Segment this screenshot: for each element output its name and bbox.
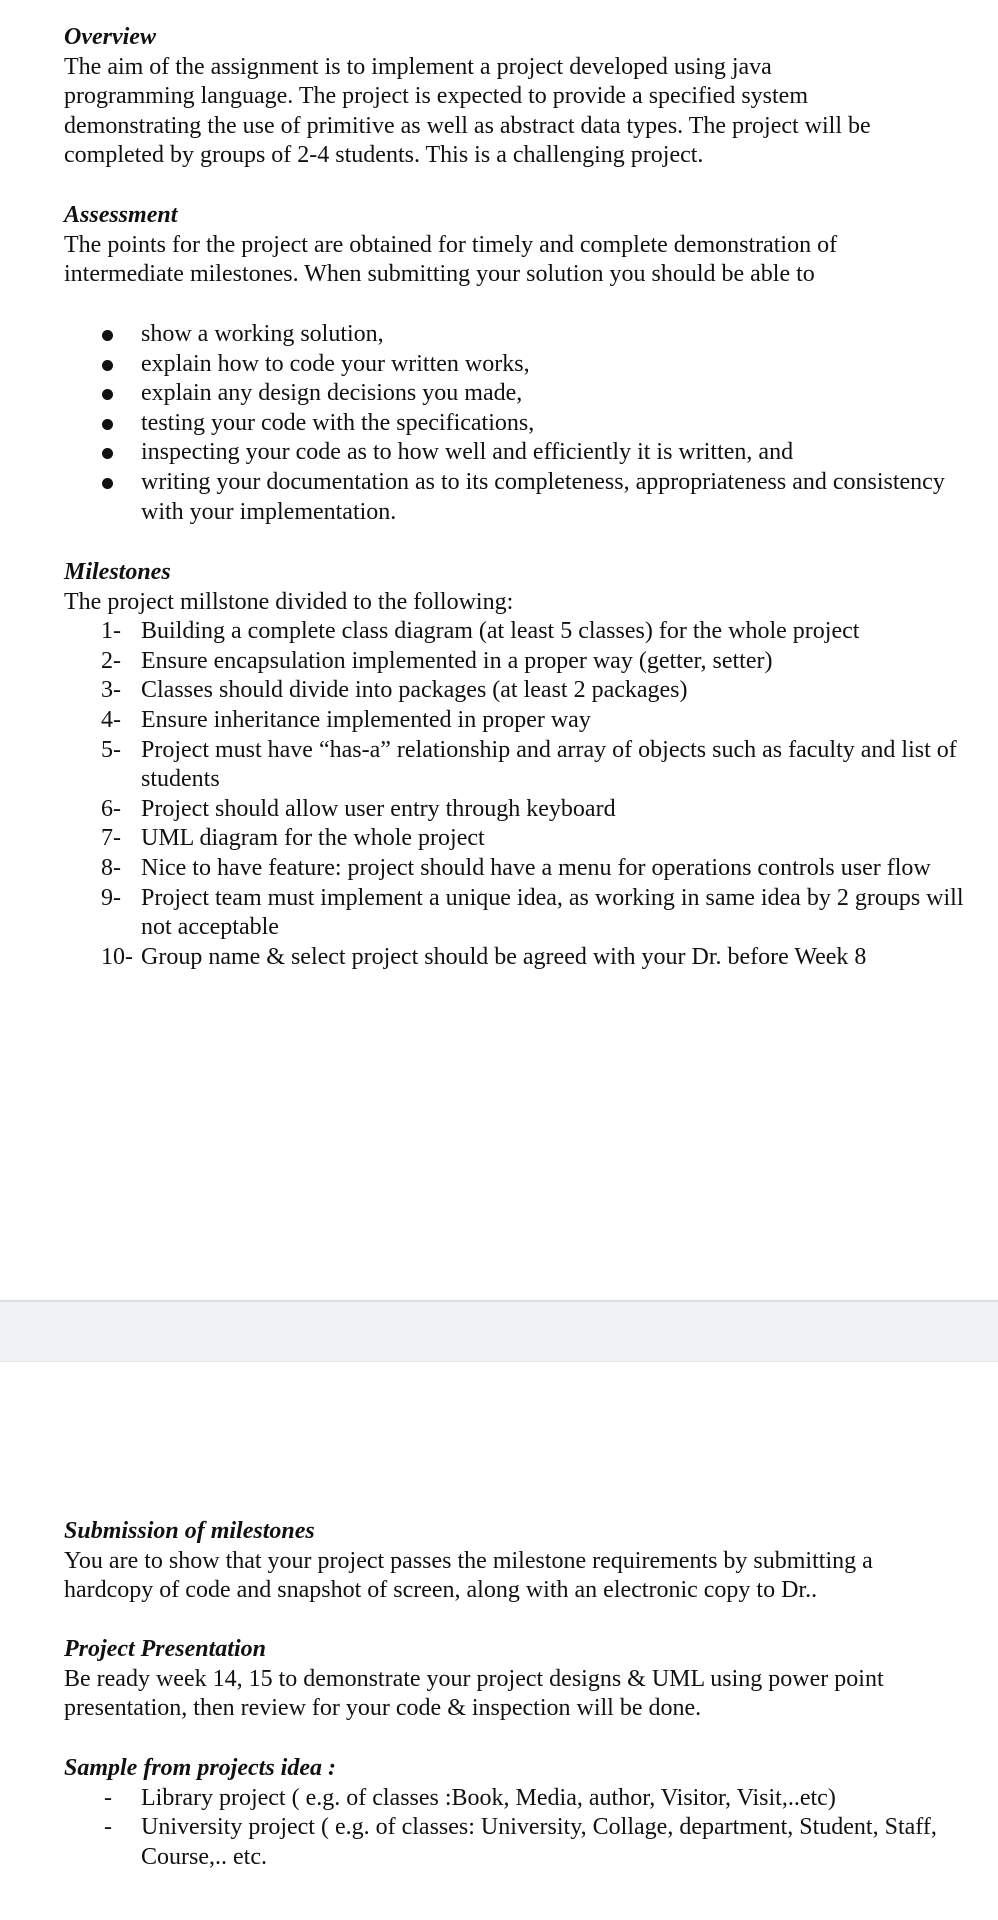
milestones-section xyxy=(64,558,964,972)
assessment-heading: Assessment xyxy=(64,202,178,228)
milestone-text: UML diagram for the whole project xyxy=(141,825,485,852)
assessment-line-2: intermediate milestones. When submitting your solution you should be able to xyxy=(64,261,815,288)
list-item xyxy=(64,350,964,380)
milestone-item xyxy=(64,647,964,677)
milestone-number: 10- xyxy=(101,943,133,970)
milestone-text: Building a complete class diagram (at least 5 classes) for the whole project xyxy=(141,618,860,645)
overview-line-1: The aim of the assignment is to implement a project developed using java xyxy=(64,53,772,80)
list-item xyxy=(64,1813,964,1872)
milestone-number: 3- xyxy=(101,677,121,704)
submission-section xyxy=(64,1517,964,1606)
submission-line-2: hardcopy of code and snapshot of screen, along with an electronic copy to Dr.. xyxy=(64,1577,818,1604)
list-item-text: explain how to code your written works, xyxy=(141,350,530,377)
list-item-text: show a working solution, xyxy=(141,321,384,347)
overview-section xyxy=(64,23,964,171)
overview-line-3: demonstrating the use of primitive as well as abstract data types. The project will be xyxy=(64,112,871,139)
list-item-text: inspecting your code as to how well and efficiently it is written, and xyxy=(141,439,794,466)
bullet-icon xyxy=(102,448,113,459)
list-item xyxy=(64,1784,964,1814)
milestone-text: Project should allow user entry through keyboard xyxy=(141,795,616,822)
samples-heading: Sample from projects idea : xyxy=(64,1755,336,1781)
milestone-text: Ensure encapsulation implemented in a proper way (getter, setter) xyxy=(141,647,773,674)
list-item xyxy=(64,438,964,468)
page-separator xyxy=(0,1300,998,1362)
bullet-icon xyxy=(102,360,113,371)
list-item xyxy=(64,320,964,350)
list-item xyxy=(64,409,964,439)
milestone-item xyxy=(64,943,964,973)
milestone-text: Classes should divide into packages (at least 2 packages) xyxy=(141,677,688,704)
milestone-text: Group name & select project should be agreed with your Dr. before Week 8 xyxy=(141,943,867,970)
milestones-heading: Milestones xyxy=(64,559,171,585)
milestone-number: 4- xyxy=(101,706,121,733)
list-item-text: Library project ( e.g. of classes :Book, Media, author, Visitor, Visit,..etc) xyxy=(141,1784,836,1811)
milestone-item xyxy=(64,706,964,736)
milestone-text: Nice to have feature: project should have a menu for operations controls user flow xyxy=(141,854,931,881)
milestone-item xyxy=(64,854,964,884)
document-page-2 xyxy=(0,1362,998,1920)
presentation-line-2: presentation, then review for your code & inspection will be done. xyxy=(64,1695,702,1722)
list-item-text: University project ( e.g. of classes: University, Collage, department, Student, Staff, Course,.. etc. xyxy=(141,1814,937,1870)
list-item-text: testing your code with the specifications, xyxy=(141,409,535,436)
milestone-number: 6- xyxy=(101,795,121,822)
samples-section xyxy=(64,1754,964,1872)
overview-line-2: programming language. The project is expected to provide a specified system xyxy=(64,83,808,110)
bullet-icon xyxy=(102,389,113,400)
list-item xyxy=(64,379,964,409)
list-item xyxy=(64,468,964,527)
milestone-number: 5- xyxy=(101,736,121,763)
bullet-icon xyxy=(102,478,113,489)
milestones-intro: The project millstone divided to the following: xyxy=(64,588,514,615)
milestone-number: 2- xyxy=(101,647,121,674)
overview-line-4: completed by groups of 2-4 students. This is a challenging project. xyxy=(64,142,704,169)
bullet-icon xyxy=(102,419,113,430)
milestone-text: Ensure inheritance implemented in proper way xyxy=(141,706,591,733)
milestone-text: Project must have “has-a” relationship and array of objects such as faculty and list of students xyxy=(141,736,957,793)
milestone-number: 1- xyxy=(101,618,121,645)
milestone-item xyxy=(64,736,964,795)
milestone-item xyxy=(64,824,964,854)
milestone-number: 7- xyxy=(101,825,121,852)
overview-heading: Overview xyxy=(64,24,156,50)
milestone-number: 8- xyxy=(101,854,121,881)
milestone-item xyxy=(64,617,964,647)
presentation-heading: Project Presentation xyxy=(64,1636,266,1662)
bullet-icon xyxy=(102,330,113,341)
presentation-line-1: Be ready week 14, 15 to demonstrate your project designs & UML using power point xyxy=(64,1665,884,1692)
list-item-text: explain any design decisions you made, xyxy=(141,380,523,407)
dash-marker: - xyxy=(104,1814,112,1841)
submission-heading: Submission of milestones xyxy=(64,1518,315,1544)
assessment-bullet-list xyxy=(64,320,964,527)
list-item-text: writing your documentation as to its completeness, appropriateness and consistency with your implementation. xyxy=(141,468,945,525)
assessment-line-1: The points for the project are obtained for timely and complete demonstration of xyxy=(64,231,838,258)
milestone-number: 9- xyxy=(101,884,121,911)
submission-line-1: You are to show that your project passes the milestone requirements by submitting a xyxy=(64,1547,873,1574)
milestone-text: Project team must implement a unique idea, as working in same idea by 2 groups will not acceptable xyxy=(141,884,964,941)
milestone-item xyxy=(64,676,964,706)
dash-marker: - xyxy=(104,1784,112,1811)
milestone-item xyxy=(64,884,964,943)
assessment-section xyxy=(64,201,964,290)
milestone-item xyxy=(64,795,964,825)
presentation-section xyxy=(64,1635,964,1724)
